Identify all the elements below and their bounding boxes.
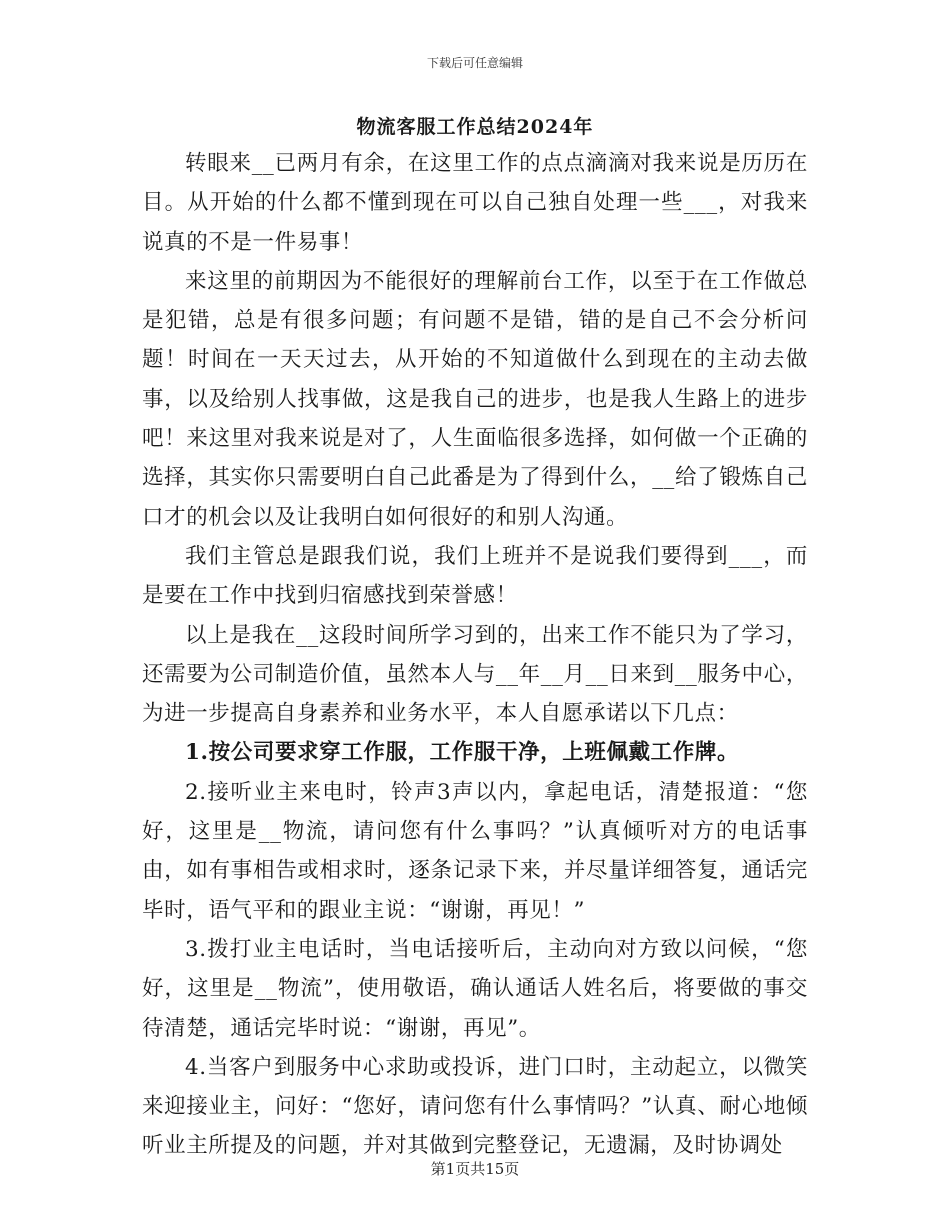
- paragraph: 来这里的前期因为不能很好的理解前台工作，以至于在工作做总是犯错，总是有很多问题；有问题不是错，错的是自己不会分析问题！时间在一天天过去，从开始的不知道做什么到现在的主动去做事，以及给别人找事做，这是我自己的进步，也是我人生路上的进步吧！来这里对我来说是对了，人生面临很多选择，如何做一个正确的选择，其实你只需要明白自己此番是为了得到什么，__给了锻炼自己口才的机会以及让我明白如何很好的和别人沟通。: [142, 268, 808, 530]
- paragraph: 3.拨打业主电话时，当电话接听后，主动向对方致以问候，“您好，这里是__物流”，使用敬语，确认通话人姓名后，将要做的事交待清楚，通话完毕时说：“谢谢，再见”。: [142, 936, 808, 1041]
- page-footer: 第1页共15页: [430, 1160, 520, 1178]
- document-body: [142, 144, 808, 1166]
- paragraph-bold-item: 1.按公司要求穿工作服，工作服干净，上班佩戴工作牌。: [185, 740, 740, 766]
- paragraph: 2.接听业主来电时，铃声3声以内，拿起电话，清楚报道：“您好，这里是__物流，请问您有什么事吗？”认真倾听对方的电话事由，如有事相告或相求时，逐条记录下来，并尽量详细答复，通话完毕时，语气平和的跟业主说：“谢谢，再见！”: [142, 779, 808, 923]
- paragraph: 以上是我在__这段时间所学习到的，出来工作不能只为了学习，还需要为公司制造价值，虽然本人与__年__月__日来到__服务中心，为进一步提高自身素养和业务水平，本人自愿承诺以下几点：: [142, 622, 808, 727]
- paragraph: 4.当客户到服务中心求助或投诉，进门口时，主动起立，以微笑来迎接业主，问好：“您好，请问您有什么事情吗？”认真、耐心地倾听业主所提及的问题，并对其做到完整登记，无遗漏，及时协调处: [142, 1054, 808, 1159]
- page-header: 下载后可任意编辑: [426, 56, 523, 70]
- paragraph: 转眼来__已两月有余，在这里工作的点点滴滴对我来说是历历在目。从开始的什么都不懂到现在可以自己独自处理一些___，对我来说真的不是一件易事！: [142, 151, 808, 255]
- paragraph: 我们主管总是跟我们说，我们上班并不是说我们要得到___，而是要在工作中找到归宿感找到荣誉感！: [142, 543, 808, 609]
- document-title: 物流客服工作总结2024年: [356, 116, 594, 138]
